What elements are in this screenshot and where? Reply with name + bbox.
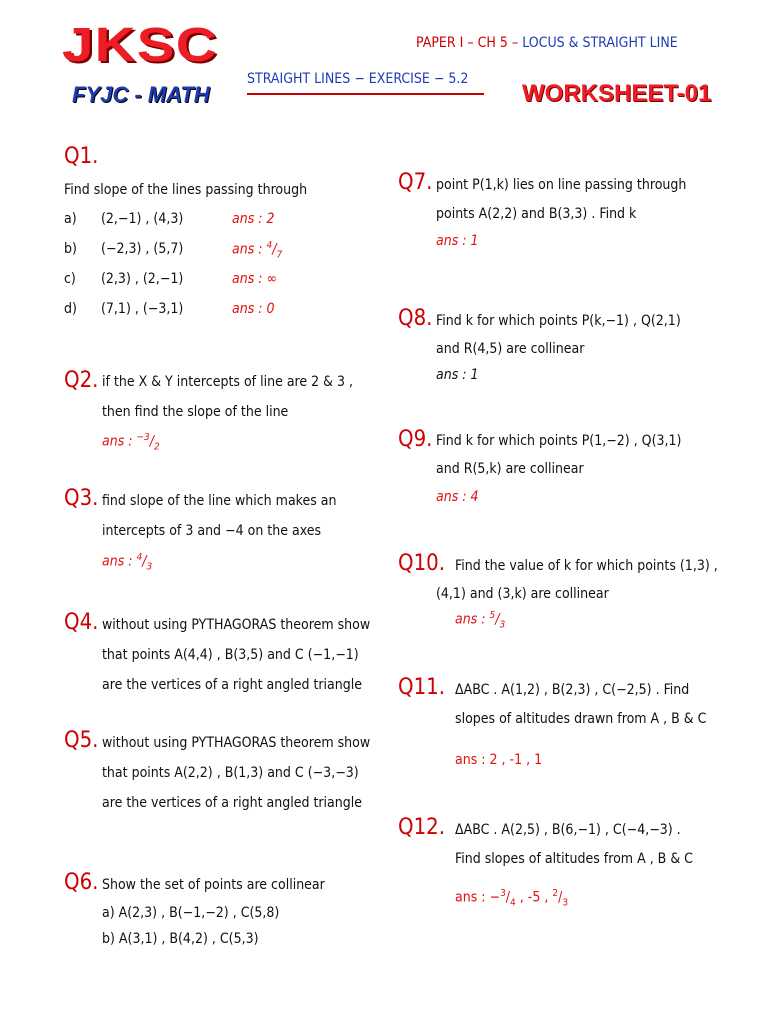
question-part: a) A(2,3) , B(−1,−2) , C(5,8) bbox=[102, 905, 280, 921]
part-points: (2,3) , (2,−1) bbox=[101, 271, 184, 287]
part-points: (−2,3) , (5,7) bbox=[101, 241, 184, 257]
question-number: Q6. bbox=[64, 870, 99, 895]
question-text: and R(5,k) are collinear bbox=[436, 461, 584, 477]
question-text: intercepts of 3 and −4 on the axes bbox=[102, 523, 322, 539]
paper-label: PAPER I bbox=[416, 35, 464, 51]
question-text: without using PYTHAGORAS theorem show bbox=[102, 617, 371, 633]
answer: ans : 1 bbox=[436, 367, 479, 383]
answer: ans : $^4/_3$ bbox=[102, 552, 153, 573]
question-number: Q7. bbox=[398, 170, 433, 195]
question-text: Find k for which points P(k,−1) , Q(2,1) bbox=[436, 313, 681, 329]
answer: ans : 0 bbox=[232, 301, 275, 317]
answer: ans : $^5/_3$ bbox=[455, 610, 506, 631]
question-number: Q3. bbox=[64, 486, 99, 511]
paper-heading: PAPER I – CH 5 – LOCUS & STRAIGHT LINE bbox=[416, 35, 678, 51]
part-label: b) bbox=[64, 241, 77, 257]
answer: ans : $^4/_7$ bbox=[232, 240, 283, 261]
logo: JKSC bbox=[62, 19, 218, 72]
answer: ans : 4 bbox=[436, 489, 479, 505]
question-text: that points A(2,2) , B(1,3) and C (−3,−3) bbox=[102, 765, 359, 781]
question-number: Q4. bbox=[64, 610, 99, 635]
question-text: are the vertices of a right angled triangle bbox=[102, 795, 363, 811]
answer: ans : $-^3/_4$ , -5 , $^2/_3$ bbox=[455, 888, 569, 909]
question-text: are the vertices of a right angled triangle bbox=[102, 677, 363, 693]
question-text: ΔABC . A(1,2) , B(2,3) , C(−2,5) . Find bbox=[455, 682, 690, 698]
question-text: Find slope of the lines passing through bbox=[64, 182, 308, 198]
question-number: Q10. bbox=[398, 551, 446, 576]
answer: ans : 1 bbox=[436, 233, 479, 249]
question-text: points A(2,2) and B(3,3) . Find k bbox=[436, 206, 637, 222]
question-number: Q2. bbox=[64, 368, 99, 393]
question-number: Q5. bbox=[64, 728, 99, 753]
question-text: (4,1) and (3,k) are collinear bbox=[436, 586, 609, 602]
exercise-title: STRAIGHT LINES − EXERCISE − 5.2 bbox=[247, 71, 469, 87]
question-text: Show the set of points are collinear bbox=[102, 877, 325, 893]
question-number: Q12. bbox=[398, 815, 446, 840]
question-text: Find slopes of altitudes from A , B & C bbox=[455, 851, 693, 867]
part-label: c) bbox=[64, 271, 76, 287]
part-points: (2,−1) , (4,3) bbox=[101, 211, 184, 227]
question-text: Find k for which points P(1,−2) , Q(3,1) bbox=[436, 433, 682, 449]
header-rule bbox=[247, 93, 484, 95]
chapter-label: CH 5 bbox=[477, 35, 508, 51]
answer: ans : $^{-3}/_2$ bbox=[102, 432, 160, 453]
question-text: Find the value of k for which points (1,3) , bbox=[455, 558, 718, 574]
question-text: if the X & Y intercepts of line are 2 & 3 , bbox=[102, 374, 353, 390]
question-part: b) A(3,1) , B(4,2) , C(5,3) bbox=[102, 931, 259, 947]
course-subtitle: FYJC - MATH bbox=[72, 82, 210, 107]
answer: ans : 2 bbox=[232, 211, 275, 227]
question-text: ΔABC . A(2,5) , B(6,−1) , C(−4,−3) . bbox=[455, 822, 681, 838]
worksheet-title: WORKSHEET-01 bbox=[522, 80, 712, 107]
answer: ans : 2 , -1 , 1 bbox=[455, 752, 543, 768]
question-text: then find the slope of the line bbox=[102, 404, 289, 420]
part-label: a) bbox=[64, 211, 77, 227]
chapter-title: LOCUS & STRAIGHT LINE bbox=[522, 35, 678, 51]
question-text: that points A(4,4) , B(3,5) and C (−1,−1) bbox=[102, 647, 359, 663]
question-number: Q8. bbox=[398, 306, 433, 331]
question-text: point P(1,k) lies on line passing through bbox=[436, 177, 687, 193]
part-label: d) bbox=[64, 301, 77, 317]
question-number: Q11. bbox=[398, 675, 446, 700]
part-points: (7,1) , (−3,1) bbox=[101, 301, 184, 317]
answer: ans : ∞ bbox=[232, 271, 278, 287]
question-text: slopes of altitudes drawn from A , B & C bbox=[455, 711, 707, 727]
question-text: find slope of the line which makes an bbox=[102, 493, 337, 509]
question-text: without using PYTHAGORAS theorem show bbox=[102, 735, 371, 751]
question-number: Q1. bbox=[64, 144, 99, 169]
question-number: Q9. bbox=[398, 427, 433, 452]
question-text: and R(4,5) are collinear bbox=[436, 341, 585, 357]
